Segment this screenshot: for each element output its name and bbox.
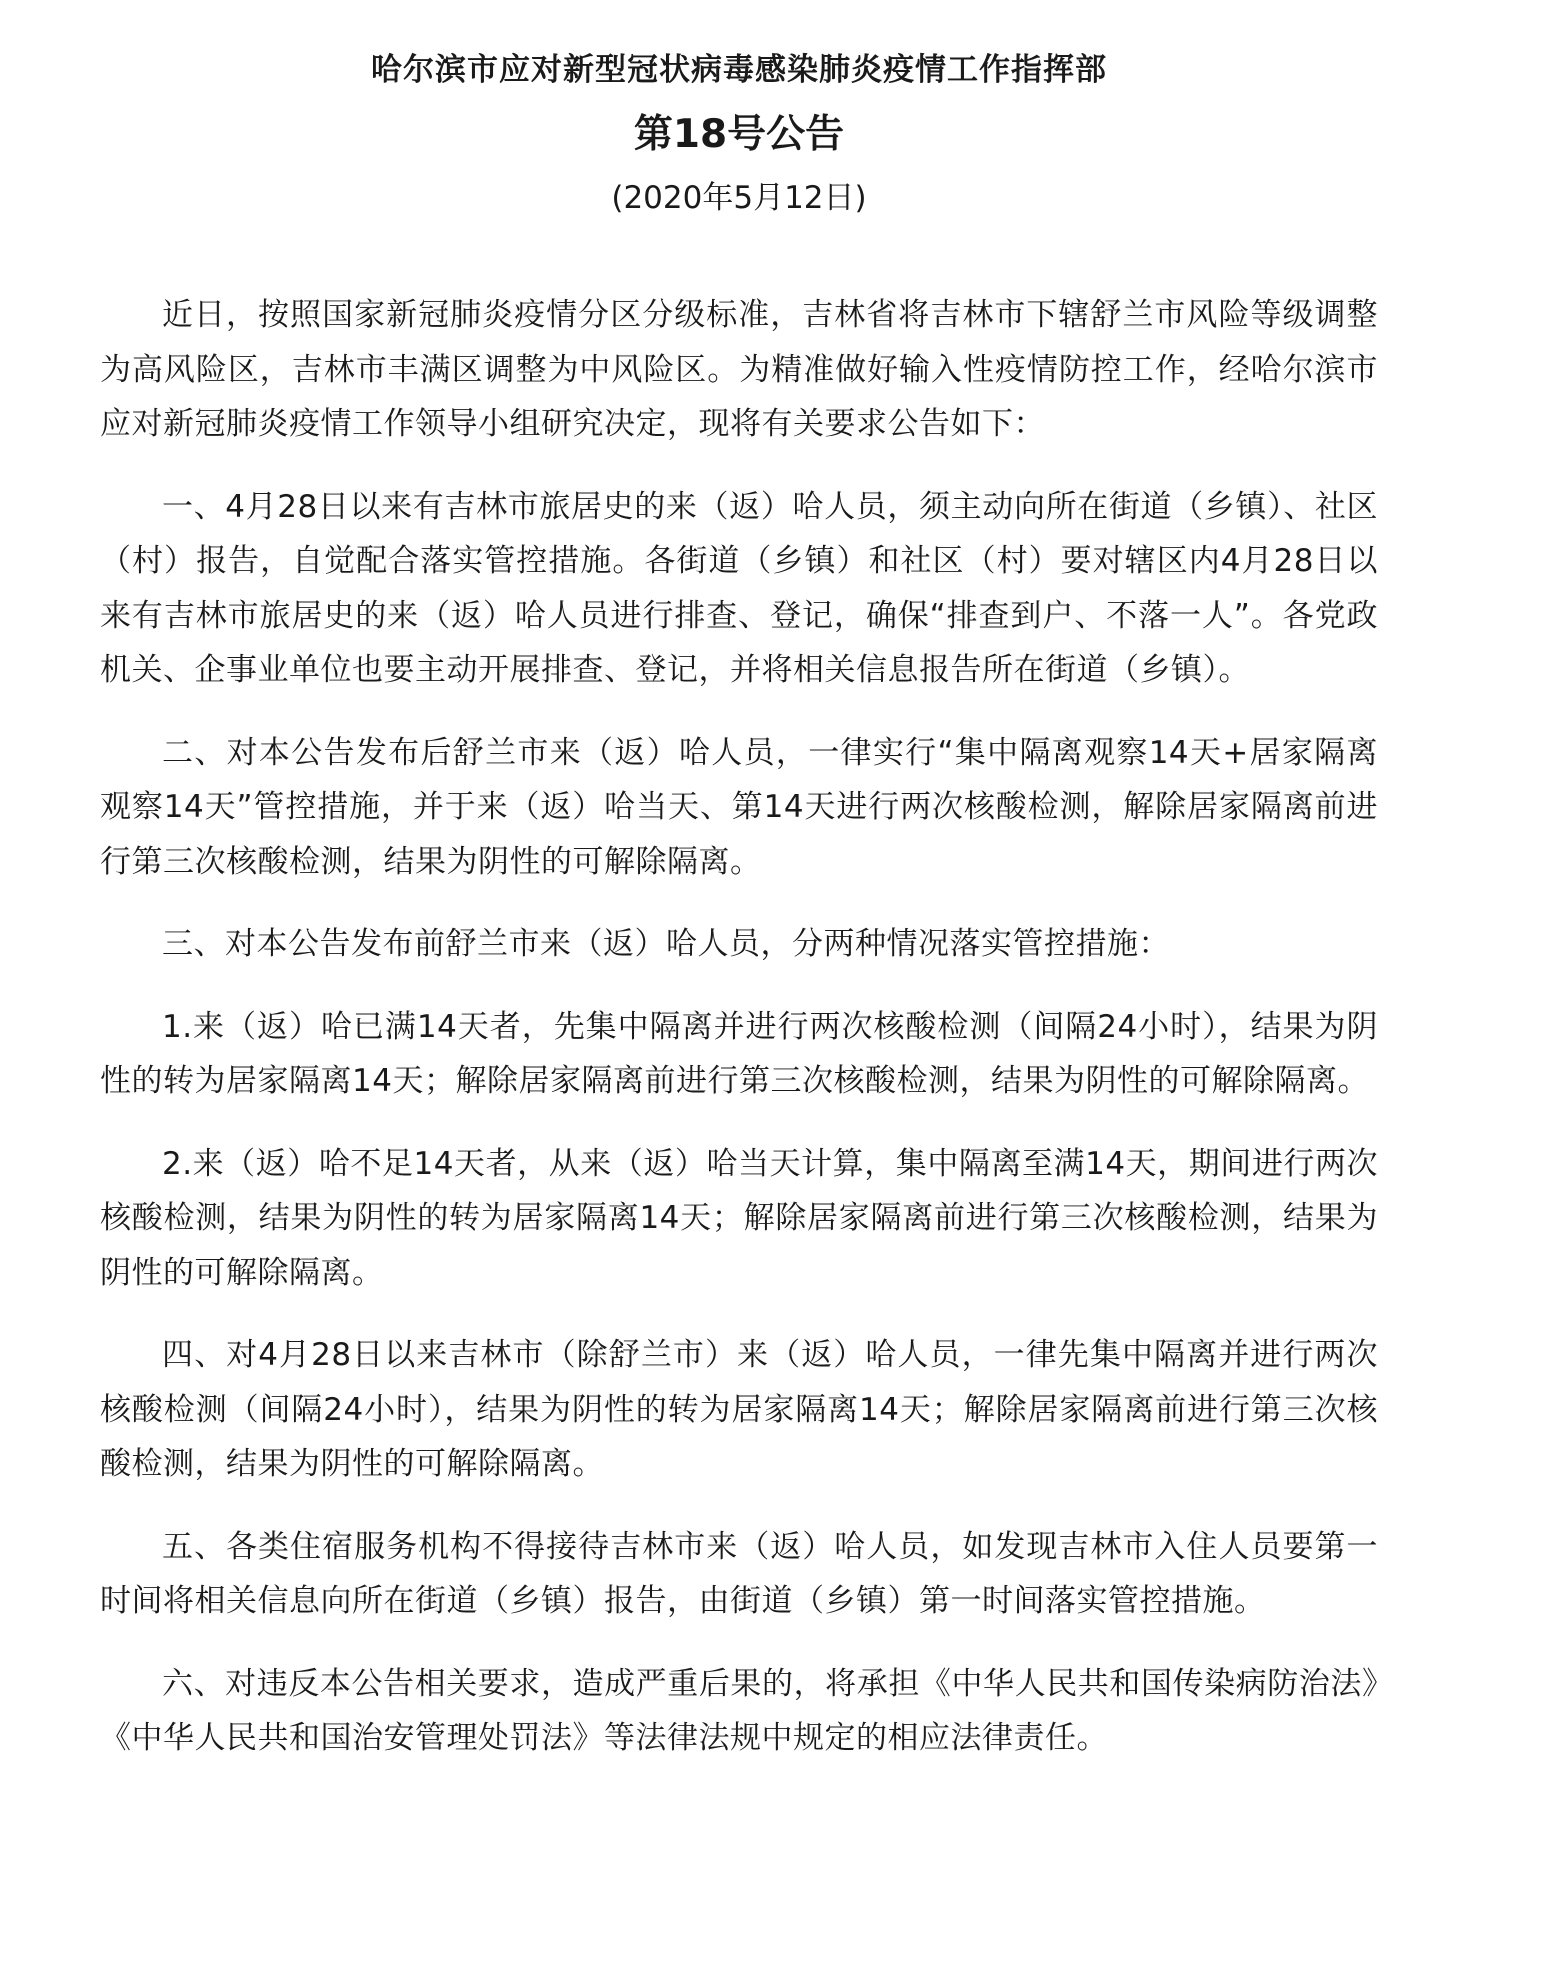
paragraph-item-1: 一、4月28日以来有吉林市旅居史的来（返）哈人员，须主动向所在街道（乡镇）、社区（村）报告，自觉配合落实管控措施。各街道（乡镇）和社区（村）要对辖区内4月28日以来有吉林市旅居史的来（返）哈人员进行排查、登记，确保“排查到户、不落一人”。各党政机关、企事业单位也要主动开展排查、登记，并将相关信息报告所在街道（乡镇）。 [100, 488, 1378, 688]
paragraph-item-4: 四、对4月28日以来吉林市（除舒兰市）来（返）哈人员，一律先集中隔离并进行两次核酸检测（间隔24小时），结果为阴性的转为居家隔离14天；解除居家隔离前进行第三次核酸检测，结果为阴性的可解除隔离。 [100, 1337, 1378, 1482]
paragraph-item-6: 六、对违反本公告相关要求，造成严重后果的，将承担《中华人民共和国传染病防治法》《中华人民共和国治安管理处罚法》等法律法规中规定的相应法律责任。 [100, 1665, 1378, 1756]
paragraph-item-3-sub-1: 1.来（返）哈已满14天者，先集中隔离并进行两次核酸检测（间隔24小时），结果为阴性的转为居家隔离14天；解除居家隔离前进行第三次核酸检测，结果为阴性的可解除隔离。 [100, 1008, 1378, 1099]
paragraph-item-5: 五、各类住宿服务机构不得接待吉林市来（返）哈人员，如发现吉林市入住人员要第一时间将相关信息向所在街道（乡镇）报告，由街道（乡镇）第一时间落实管控措施。 [100, 1528, 1378, 1619]
announcement-document [100, 0, 1378, 1794]
document-header [100, 0, 1378, 220]
paragraph-item-3: 三、对本公告发布前舒兰市来（返）哈人员，分两种情况落实管控措施： [162, 926, 1170, 962]
org-title: 哈尔滨市应对新型冠状病毒感染肺炎疫情工作指挥部 [371, 52, 1107, 88]
paragraph-intro: 近日，按照国家新冠肺炎疫情分区分级标准，吉林省将吉林市下辖舒兰市风险等级调整为高风险区，吉林市丰满区调整为中风险区。为精准做好输入性疫情防控工作，经哈尔滨市应对新冠肺炎疫情工作领导小组研究决定，现将有关要求公告如下： [100, 297, 1378, 442]
paragraph-item-3-sub-2: 2.来（返）哈不足14天者，从来（返）哈当天计算，集中隔离至满14天，期间进行两次核酸检测，结果为阴性的转为居家隔离14天；解除居家隔离前进行第三次核酸检测，结果为阴性的可解除隔离。 [100, 1145, 1378, 1291]
notice-date: (2020年5月12日) [611, 180, 867, 216]
notice-number: 第18号公告 [633, 112, 845, 157]
document-body [100, 288, 1378, 1766]
paragraph-item-2: 二、对本公告发布后舒兰市来（返）哈人员，一律实行“集中隔离观察14天+居家隔离观察14天”管控措施，并于来（返）哈当天、第14天进行两次核酸检测，解除居家隔离前进行第三次核酸检测，结果为阴性的可解除隔离。 [100, 734, 1378, 880]
